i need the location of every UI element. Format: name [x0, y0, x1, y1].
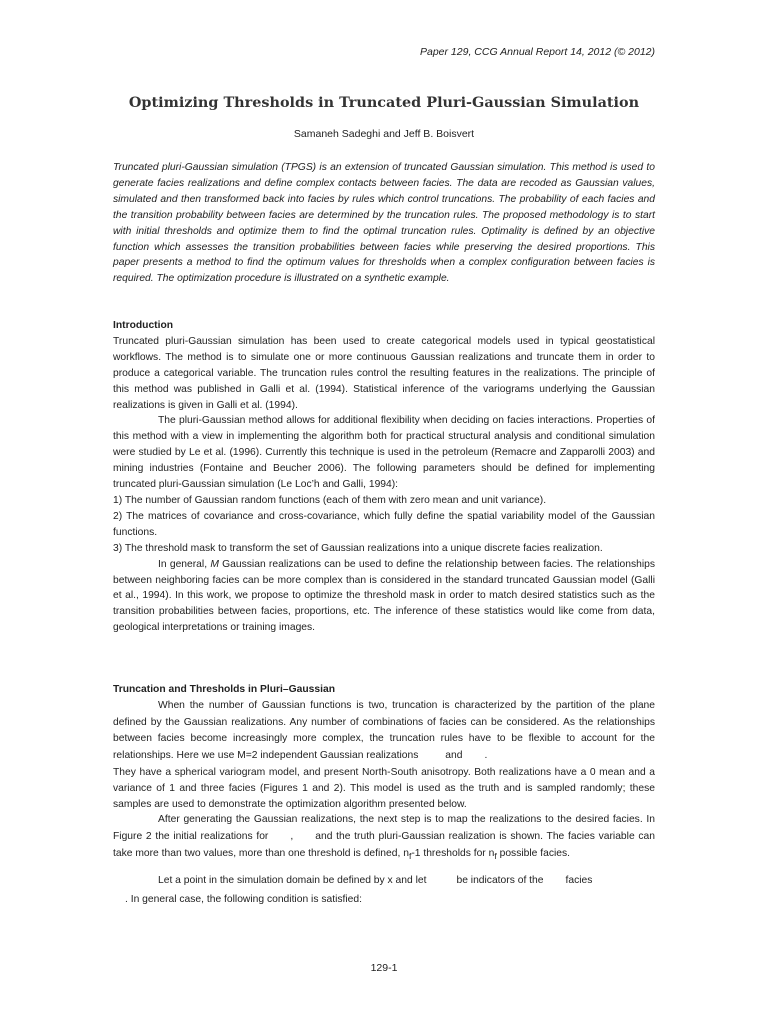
section-heading-truncation: Truncation and Thresholds in Pluri–Gaussian — [113, 684, 335, 695]
text-span: Let a point in the simulation domain be defined by x and let — [158, 874, 427, 886]
text-span: and — [445, 750, 463, 762]
paragraph — [113, 871, 655, 909]
list-item: 2) The matrices of covariance and cross-covariance, which fully define the spatial variability model of the Gaussian functions. — [113, 510, 655, 538]
author-line: Samaneh Sadeghi and Jeff B. Boisvert — [293, 128, 475, 140]
text-span: In general, — [158, 558, 211, 570]
paragraph — [113, 698, 655, 765]
text-span: After generating the Gaussian realizations, the next step is to map the realizations to the desired facies. In Figure 2 the initial realizations for — [113, 814, 655, 843]
section-heading-introduction: Introduction — [113, 320, 174, 331]
text-span: When the number of Gaussian functions is two, truncation is characterized by the partition of the plane defined by the Gaussian realizations. Any number of combinations of facies can be considered. As the relationships between facies become increasingly more complex, the truncation rules have to be flexible to account for the relationships. Here we use M=2 independent Gaussian realizations — [113, 699, 655, 762]
page-number: 129-1 — [370, 962, 398, 974]
text-span: and the truth pluri-Gaussian realization is shown. The facies variable can take more than two values, more than one threshold is defined, n — [113, 831, 655, 859]
subscript: f — [408, 850, 412, 861]
list-item: 1) The number of Gaussian random functions (each of them with zero mean and unit variance). — [113, 494, 547, 506]
text-span: facies — [565, 874, 593, 886]
running-head: Paper 129, CCG Annual Report 14, 2012 (© 2012) — [420, 46, 655, 58]
paragraph: The pluri-Gaussian method allows for additional flexibility when deciding on facies interactions. Properties of this method with a view in implementing the algorithm both for practical structural analysis and conditional simulation were studied by Le et al. (1996). Currently this technique is used in the petroleum (Remacre and Zapparolli 2003) and mining industries (Fontaine and Beucher 2006). The following parameters should be defined for implementing truncated pluri-Gaussian simulation (Le Loc’h and Galli, 1994): — [113, 415, 655, 491]
text-span: . In general case, the following condition is satisfied: — [125, 893, 362, 905]
text-span: . — [484, 750, 488, 762]
paragraph — [113, 812, 655, 864]
text-span: , — [290, 831, 294, 843]
paragraph — [113, 557, 655, 637]
abstract — [113, 160, 655, 287]
paragraph: Truncated pluri-Gaussian simulation has been used to create categorical models used in typical geostatistical workflows. The method is to simulate one or more continuous Gaussian realizations and truncate them in order to produce a categorical variable. The truncation rules control the resulting features in the realizations. The principle of this method was published in Galli et al. (1994). Statistical inference of the variograms underlying the Gaussian realizations is given in Galli et al. (1994). — [113, 335, 655, 411]
abstract-text: Truncated pluri-Gaussian simulation (TPGS) is an extension of truncated Gaussian simulation. This method is used to generate facies realizations and define complex contacts between facies. The data are recoded as Gaussian values, simulated and then transformed back into facies by rules which control truncations. The probability of each facies and the transition probability between facies are determined by the truncation rules. The proposed methodology is to start with initial thresholds and optimize them to find the optimal truncation rules. Optimality is defined by an objective function which assesses the transition probabilities between facies while preserving the desired proportions. This paper presents a method to find the optimum values for thresholds when a complex configuration between facies is required. The optimization procedure is illustrated on a synthetic example. — [113, 162, 655, 285]
text-span: possible facies. — [499, 847, 570, 859]
paper-title: Optimizing Thresholds in Truncated Pluri-Gaussian Simulation — [128, 94, 640, 111]
text-span: -1 thresholds for n — [411, 847, 495, 859]
subscript: f — [494, 850, 497, 861]
paragraph: They have a spherical variogram model, and present North-South anisotropy. Both realizations have a 0 mean and a variance of 1 and three facies (Figures 1 and 2). This model is used as the truth and is sampled randomly; these samples are used to demonstrate the optimization algorithm presented below. — [113, 766, 655, 810]
text-span: Gaussian realizations can be used to define the relationship between facies. The relationships between neighboring facies can be more complex than is considered in the standard truncated Gaussian model (Galli et al., 1994). In this work, we propose to optimize the threshold mask in order to match desired statistics such as the transition probabilities between facies, proportions, etc. The inference of these statistics would like come from data, geological interpretations or training images. — [113, 558, 655, 634]
list-item: 3) The threshold mask to transform the set of Gaussian realizations into a unique discrete facies realization. — [113, 542, 603, 554]
text-span: be indicators of the — [456, 874, 544, 886]
math-variable: M — [210, 558, 219, 570]
truncation-section — [113, 682, 655, 909]
introduction-section — [113, 318, 655, 636]
